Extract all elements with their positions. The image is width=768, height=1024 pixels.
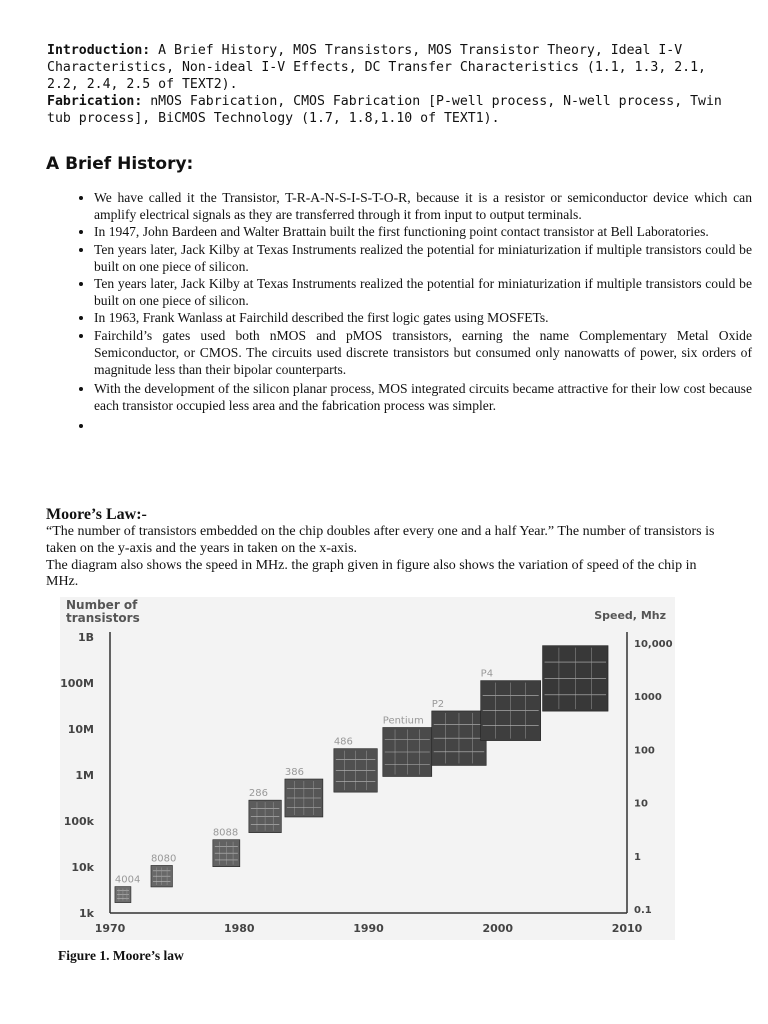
fabrication-text: nMOS Fabrication, CMOS Fabrication [P-well process, N-well process, Twin tub process], BiCMOS Technology (1.7, 1.8,1.10 of TEXT1). — [47, 94, 722, 126]
list-item: • In 1947, John Bardeen and Walter Brattain built the first functioning point contact transistor at Bell Laboratories. — [94, 223, 752, 240]
list-item: • We have called it the Transistor, T-R-A-N-S-I-S-T-O-R, because it is a resistor or semiconductor device which can amplify electrical signals as they are transferred through it from input to output terminals. — [94, 189, 752, 223]
chart-svg — [60, 597, 675, 940]
y-tick-label: 10M — [67, 723, 94, 736]
chip-point — [432, 699, 487, 766]
moore-law-chart — [60, 597, 675, 940]
chip-point — [334, 737, 378, 793]
intro-paragraph — [47, 42, 727, 93]
history-bullet-list — [64, 189, 752, 434]
history-heading: A Brief History: — [46, 154, 194, 174]
y-tick-label: 10k — [71, 861, 94, 874]
x-tick-label: 2010 — [611, 922, 643, 935]
y-axis-label-line2: transistors — [66, 611, 140, 625]
chip-label: Pentium — [382, 715, 424, 727]
fabrication-label: Fabrication: — [47, 94, 143, 109]
y-axis-label: Number of — [66, 598, 138, 612]
list-item: • In 1963, Frank Wanlass at Fairchild described the first logic gates using MOSFETs. — [94, 309, 752, 326]
chip-point — [481, 669, 541, 741]
y-tick-label: 1k — [79, 907, 94, 920]
figure-caption: Figure 1. Moore’s law — [58, 948, 184, 963]
chip-point — [543, 646, 609, 712]
x-tick-label: 1970 — [94, 922, 126, 935]
moore-paragraph-1: “The number of transistors embedded on the chip doubles after every one and a half Year.” The number of transistors is taken on the y-axis and the years in taken on the x-axis. — [46, 524, 715, 556]
x-tick-label: 1980 — [223, 922, 255, 935]
moore-paragraph-2: The diagram also shows the speed in MHz. the graph given in figure also shows the variation of speed of the chip in MHz. — [46, 557, 697, 590]
list-item: • Fairchild’s gates used both nMOS and pMOS transistors, earning the name Complementary Metal Oxide Semiconductor, or CMOS. The circuits used discrete transistors but consumed only nanowatts of power, six orders of magnitude less than their bipolar counterparts. — [94, 327, 752, 379]
moore-law-heading: Moore’s Law:- — [46, 506, 147, 523]
y2-tick-label: 1 — [634, 851, 641, 863]
chip-label: 286 — [248, 788, 268, 800]
list-item: • Ten years later, Jack Kilby at Texas Instruments realized the potential for miniaturization if multiple transistors could be built on one piece of silicon. — [94, 241, 752, 275]
chip-point — [115, 875, 140, 903]
intro-label: Introduction: — [47, 43, 151, 58]
y-tick-label: 1M — [75, 769, 94, 782]
y-tick-label: 100M — [60, 677, 94, 690]
chip-label: P2 — [431, 698, 445, 710]
intro-text: A Brief History, MOS Transistors, MOS Transistor Theory, Ideal I-V Characteristics, Non-ideal I-V Effects, DC Transfer Characteristics (1.1, 1.3, 2.1, 2.2, 2.4, 2.5 of TEXT2). — [47, 43, 706, 92]
y2-tick-label: 0.1 — [634, 905, 652, 916]
list-item-empty — [94, 417, 752, 434]
chip-point — [213, 828, 240, 867]
chip-label: 386 — [284, 767, 304, 778]
y2-axis-label: Speed, Mhz — [594, 609, 666, 622]
x-tick-label: 2000 — [482, 922, 514, 935]
chip-label: 4004 — [114, 874, 141, 886]
y2-tick-label: 1000 — [634, 692, 662, 704]
chip-point — [285, 767, 323, 817]
list-item: • Ten years later, Jack Kilby at Texas Instruments realized the potential for miniaturization if multiple transistors could be built on one piece of silicon. — [94, 275, 752, 309]
y2-tick-label: 10 — [634, 798, 648, 810]
chip-label: 8088 — [212, 827, 239, 839]
y-tick-label: 1B — [77, 631, 94, 644]
y2-tick-label: 100 — [634, 745, 655, 757]
fabrication-paragraph — [47, 93, 727, 127]
chip-point — [151, 853, 176, 887]
chip-point — [383, 716, 432, 777]
moore-law-text — [46, 524, 722, 591]
chip-label: P4 — [480, 668, 494, 680]
chip-point — [249, 788, 282, 833]
list-item: • With the development of the silicon planar process, MOS integrated circuits became attractive for their low cost because each transistor occupied less area and the fabrication process was simpler. — [94, 380, 752, 414]
x-tick-label: 1990 — [353, 922, 384, 935]
chip-label: 486 — [333, 736, 353, 748]
y2-tick-label: 10,000 — [634, 639, 673, 650]
chip-label: 8080 — [150, 853, 177, 865]
y-tick-label: 100k — [63, 815, 94, 828]
